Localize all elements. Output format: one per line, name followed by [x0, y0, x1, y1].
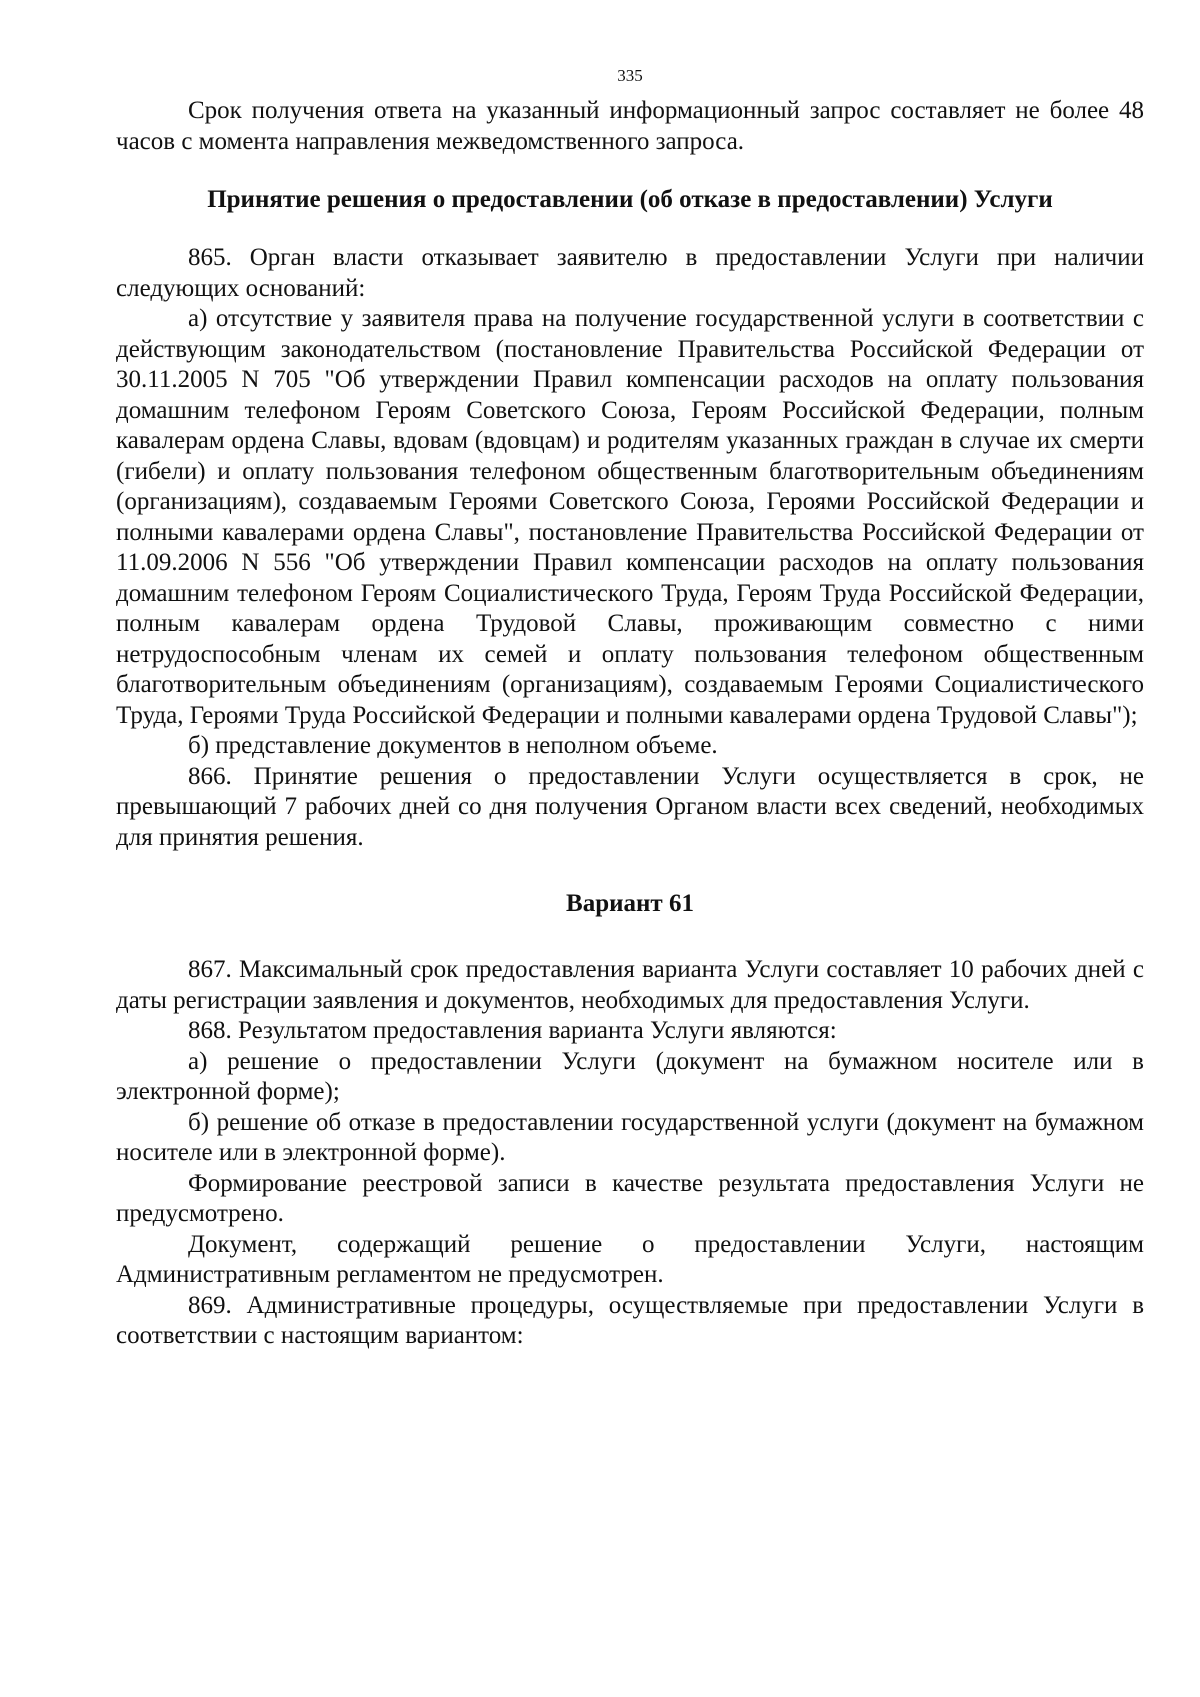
paragraph-865: 865. Орган власти отказывает заявителю в предоставлении Услуги при наличии следующих оснований:: [116, 244, 1144, 302]
paragraph-869: 869. Административные процедуры, осуществляемые при предоставлении Услуги в соответствии с настоящим вариантом:: [116, 1291, 1144, 1349]
paragraph-867: 867. Максимальный срок предоставления варианта Услуги составляет 10 рабочих дней с даты регистрации заявления и документов, необходимых для предоставления Услуги.: [116, 956, 1144, 1014]
paragraph-868-a: а) решение о предоставлении Услуги (документ на бумажном носителе или в электронной форме);: [116, 1047, 1144, 1105]
paragraph-865-a: а) отсутствие у заявителя права на получение государственной услуги в соответствии с действующим законодательством (постановление Правительства Российской Федерации от 30.11.2005 N 705 "Об утверждении Правил компенсации расходов на оплату пользования домашним телефоном Героям Советского Союза, Героям Российской Федерации, полным кавалерам ордена Славы, вдовам (вдовцам) и родителям указанных граждан в случае их смерти (гибели) и оплату пользования телефоном общественным благотворительным объединениям (организациям), создаваемым Героями Советского Союза, Героями Российской Федерации и полными кавалерами ордена Славы", постановление Правительства Российской Федерации от 11.09.2006 N 556 "Об утверждении Правил компенсации расходов на оплату пользования домашним телефоном Героям Социалистического Труда, Героям Труда Российской Федерации, полным кавалерам ордена Трудовой Славы, проживающим совместно с ними нетрудоспособным членам их семей и оплату пользования телефоном общественным благотворительным объединениям (организациям), создаваемым Героями Социалистического Труда, Героями Труда Российской Федерации и полными кавалерами ордена Трудовой Славы");: [116, 305, 1144, 729]
section-heading-variant: Вариант 61: [566, 890, 694, 917]
page-number: 335: [617, 66, 643, 85]
paragraph-registry-record: Формирование реестровой записи в качестве результата предоставления Услуги не предусмотрено.: [116, 1169, 1144, 1227]
paragraph-868: 868. Результатом предоставления варианта Услуги являются:: [188, 1017, 837, 1044]
paragraph-868-b: б) решение об отказе в предоставлении государственной услуги (документ на бумажном носителе или в электронной форме).: [116, 1108, 1144, 1166]
section-heading-decision: Принятие решения о предоставлении (об отказе в предоставлении) Услуги: [207, 186, 1053, 213]
paragraph-865-b: б) представление документов в неполном объеме.: [188, 732, 718, 759]
paragraph-response-deadline: Срок получения ответа на указанный информационный запрос составляет не более 48 часов с момента направления межведомственного запроса.: [116, 97, 1144, 155]
paragraph-decision-document: Документ, содержащий решение о предоставлении Услуги, настоящим Административным регламентом не предусмотрен.: [116, 1230, 1144, 1288]
document-page: [116, 66, 1144, 1352]
paragraph-866: 866. Принятие решения о предоставлении Услуги осуществляется в срок, не превышающий 7 рабочих дней со дня получения Органом власти всех сведений, необходимых для принятия решения.: [116, 762, 1144, 851]
